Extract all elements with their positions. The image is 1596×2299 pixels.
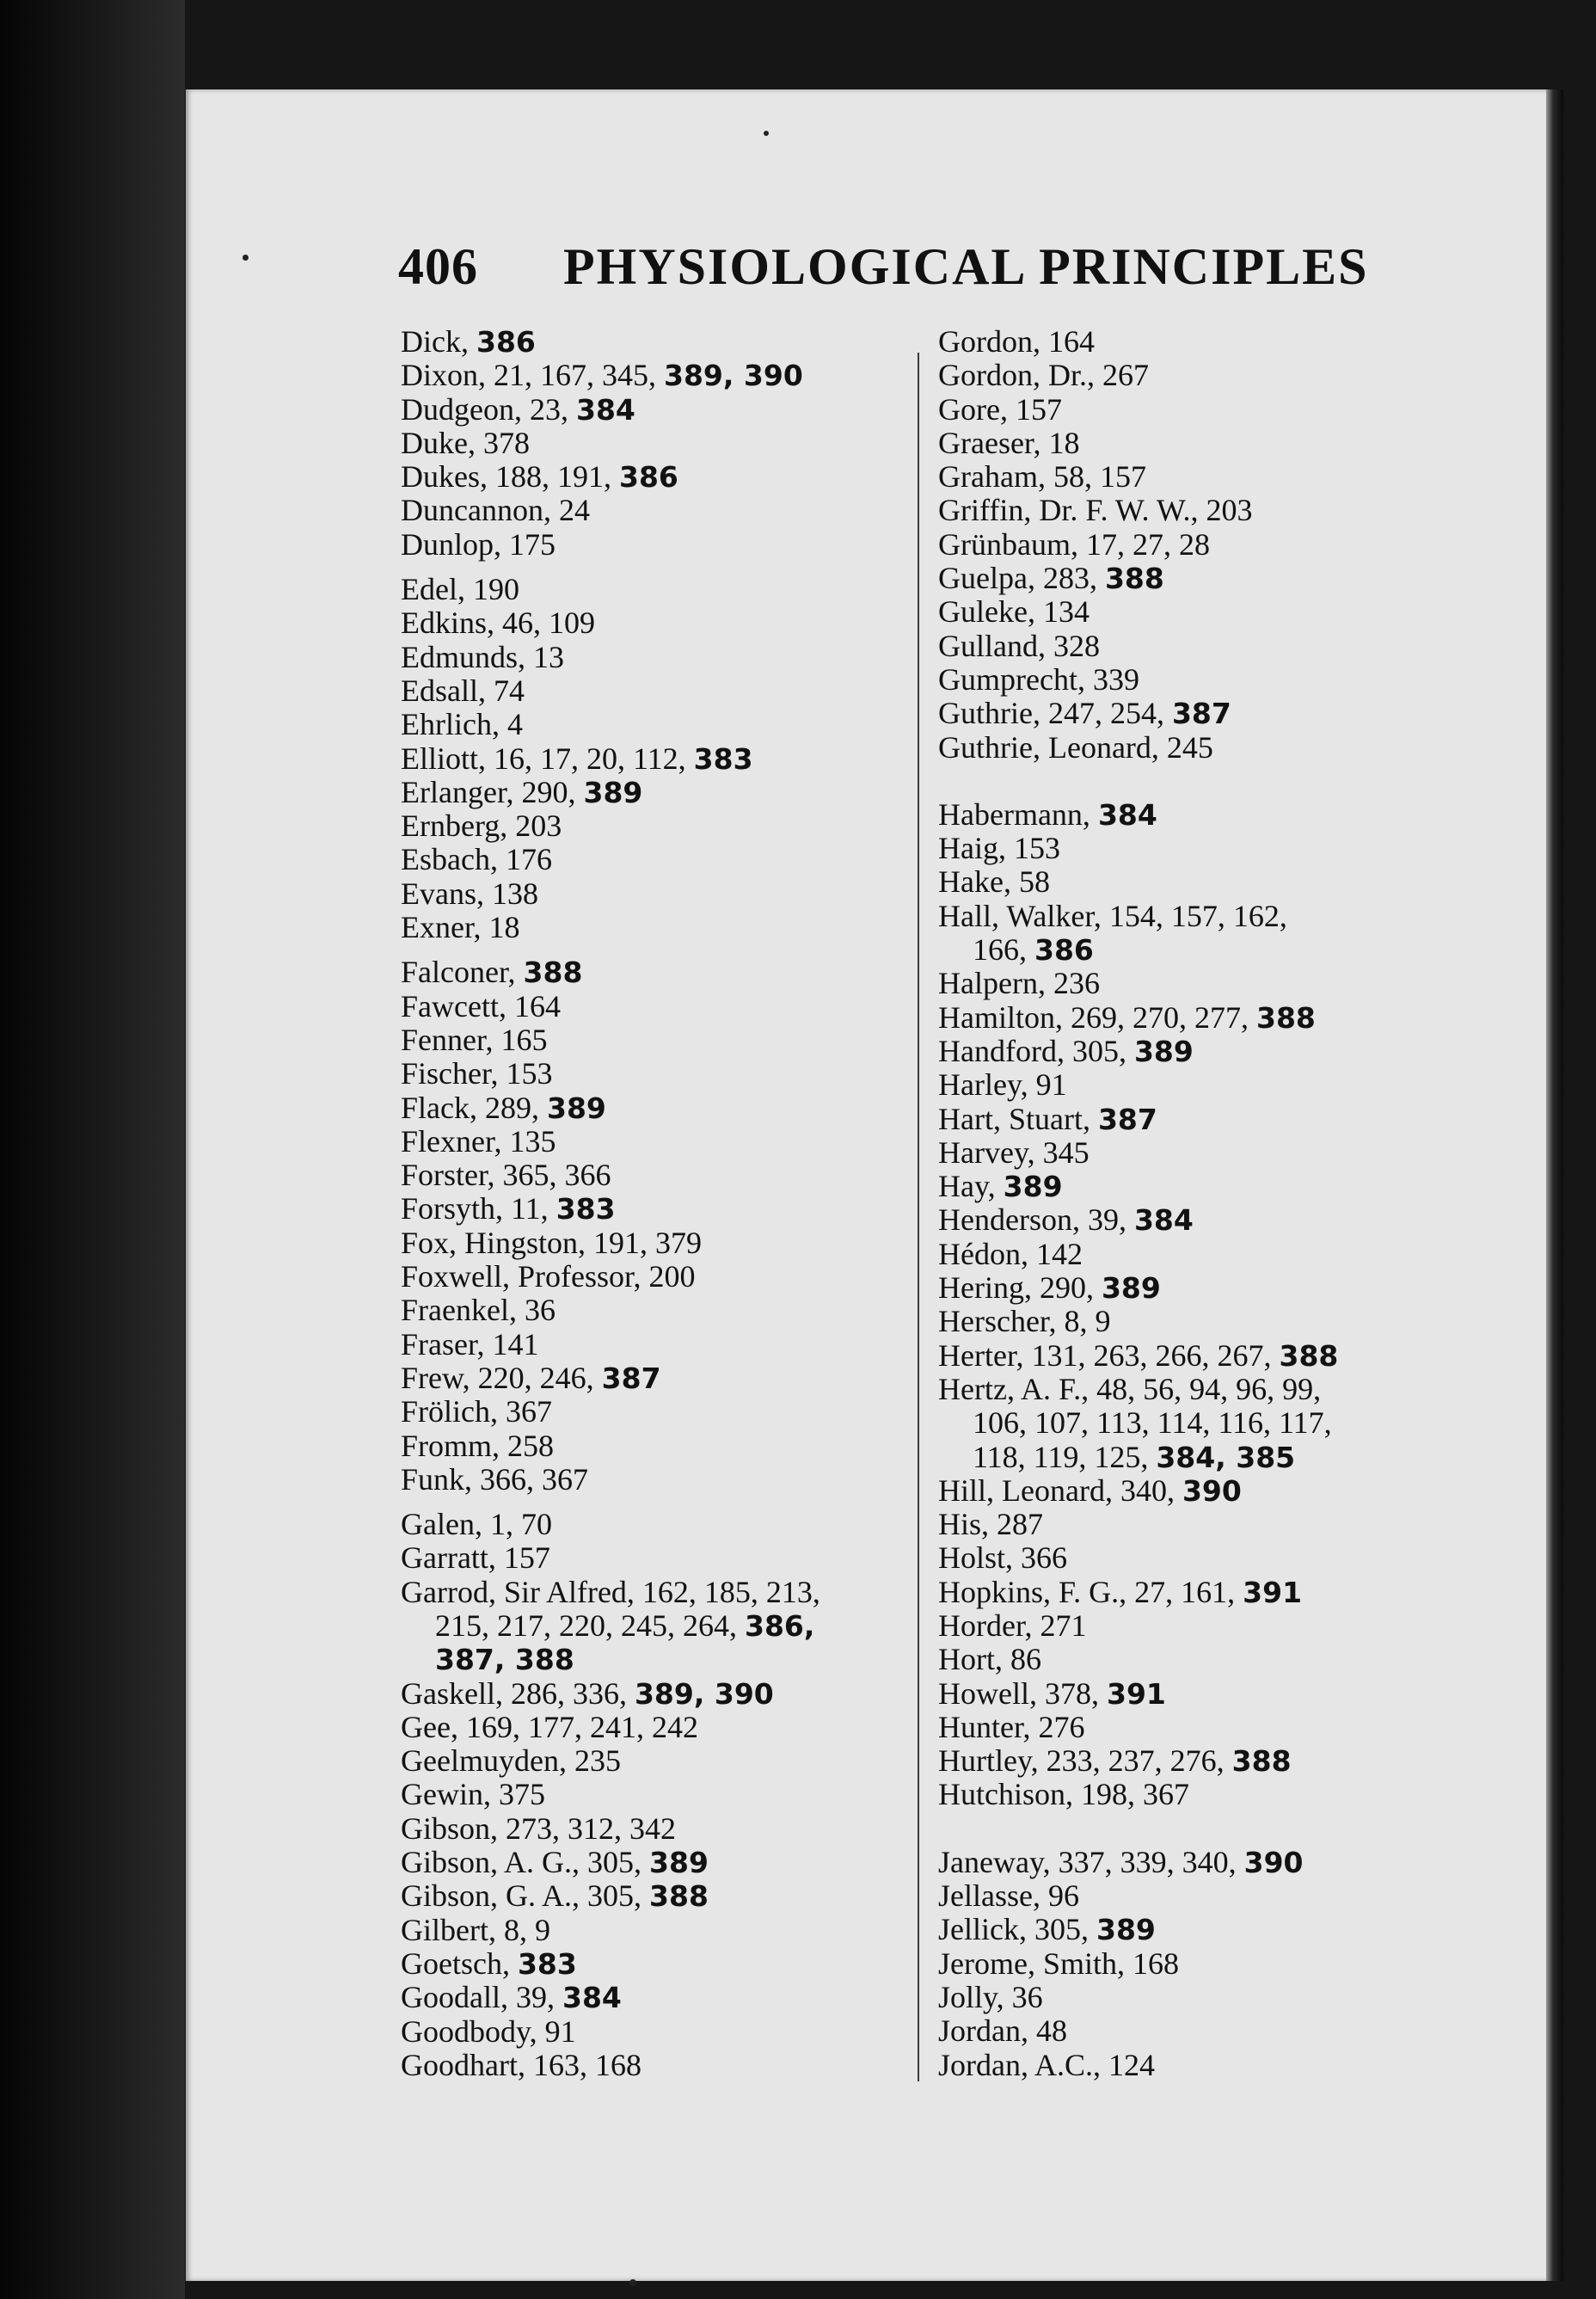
index-entry xyxy=(938,359,1454,392)
index-entry-text: Gilbert, 8, 9 xyxy=(401,1912,550,1947)
index-entry-text: Gulland, 328 xyxy=(938,628,1100,663)
index-entry-text: Harvey, 345 xyxy=(938,1134,1090,1170)
index-entry xyxy=(938,1035,1454,1068)
index-entry xyxy=(401,1260,899,1294)
index-entry xyxy=(938,967,1454,1000)
index-entry-text: Hunter, 276 xyxy=(938,1709,1085,1744)
index-entry xyxy=(938,1609,1454,1643)
index-entry-bold-page: 386 xyxy=(619,460,678,495)
index-entry xyxy=(938,2049,1454,2082)
index-entry-bold-page: 391 xyxy=(1106,1676,1166,1711)
index-entry xyxy=(401,528,899,562)
index-entry xyxy=(401,1812,899,1846)
index-entry-bold-page: 389 xyxy=(1133,1034,1194,1068)
index-entry-text: Gewin, 375 xyxy=(401,1777,545,1812)
index-entry-text: Hutchison, 198, 367 xyxy=(938,1777,1189,1812)
scan-right-edge xyxy=(1546,89,1563,2281)
index-entry-text: 215, 217, 220, 245, 264, xyxy=(435,1607,745,1643)
index-entry-text: Frölich, 367 xyxy=(401,1394,552,1429)
index-entry xyxy=(938,1508,1454,1541)
index-entry-bold-page: 389 xyxy=(649,1846,709,1880)
index-entry-text: Guleke, 134 xyxy=(938,594,1090,630)
index-entry-text: Edsall, 74 xyxy=(401,673,525,708)
index-entry-bold-page: 384 xyxy=(1097,797,1157,832)
column-divider xyxy=(918,353,919,2081)
index-entry-bold-page: 388 xyxy=(649,1879,709,1914)
index-entry-text: Goetsch, xyxy=(401,1946,518,1981)
index-entry-bold-page: 389 xyxy=(1096,1913,1156,1947)
index-entry xyxy=(401,708,899,741)
index-entry-text: Flack, 289, xyxy=(401,1090,547,1125)
index-entry xyxy=(401,1846,899,1879)
index-entry-text: Habermann, xyxy=(938,796,1098,832)
index-entry-bold-page: 390 xyxy=(1243,1845,1304,1879)
index-entry xyxy=(938,460,1454,494)
index-entry xyxy=(401,1643,899,1676)
index-entry xyxy=(938,663,1454,697)
index-entry-text: Goodbody, 91 xyxy=(401,2013,576,2049)
index-entry-bold-page: 383 xyxy=(517,1946,577,1981)
index-entry xyxy=(401,956,899,989)
index-entry-text: Dick, xyxy=(401,324,476,359)
index-entry-text: Evans, 138 xyxy=(401,876,538,911)
index-entry xyxy=(938,1846,1454,1879)
index-entry-bold-page: 384, 385 xyxy=(1156,1440,1296,1474)
index-entry-text: Hédon, 142 xyxy=(938,1236,1083,1271)
index-entry-text: Hopkins, F. G., 27, 161, xyxy=(938,1574,1243,1609)
index-entry-text: Duncannon, 24 xyxy=(401,493,590,528)
index-entry-text: Janeway, 337, 339, 340, xyxy=(938,1844,1244,1879)
index-entry-text: Dixon, 21, 167, 345, xyxy=(401,358,664,393)
index-entry xyxy=(401,1395,899,1429)
index-entry xyxy=(938,1170,1454,1203)
index-entry xyxy=(938,697,1454,730)
index-entry-text: Gordon, Dr., 267 xyxy=(938,358,1149,393)
index-entry-bold-page: 389 xyxy=(546,1091,606,1125)
index-entry xyxy=(401,1508,899,1541)
index-entry-text: Hurtley, 233, 237, 276, xyxy=(938,1743,1232,1779)
index-entry xyxy=(401,606,899,640)
index-entry xyxy=(401,1226,899,1260)
index-entry-text: Hake, 58 xyxy=(938,864,1050,900)
index-entry-text: Hamilton, 269, 270, 277, xyxy=(938,999,1256,1035)
index-entry-text: Graham, 58, 157 xyxy=(938,459,1146,495)
index-entry xyxy=(401,776,899,809)
index-entry-text: Falconer, xyxy=(401,955,524,990)
index-entry-text: Harley, 91 xyxy=(938,1067,1067,1103)
index-entry-bold-page: 389 xyxy=(583,775,643,809)
index-entry xyxy=(401,911,899,944)
index-entry-bold-page: 389 xyxy=(1101,1271,1161,1306)
index-entry xyxy=(401,573,899,606)
index-entry xyxy=(938,1068,1454,1102)
index-entry-text: Halpern, 236 xyxy=(938,966,1100,1001)
index-entry-text: Galen, 1, 70 xyxy=(401,1507,552,1542)
index-entry-text: Jerome, Smith, 168 xyxy=(938,1946,1179,1981)
index-entry xyxy=(938,1541,1454,1575)
index-entry-text: Jellick, 305, xyxy=(938,1912,1096,1947)
index-entry xyxy=(401,1091,899,1125)
index-entry-bold-page: 384 xyxy=(575,392,635,427)
index-entry xyxy=(401,1947,899,1981)
index-entry xyxy=(401,1057,899,1091)
index-entry-text: Esbach, 176 xyxy=(401,842,552,877)
index-entry xyxy=(938,900,1454,933)
index-entry-bold-page: 388 xyxy=(1255,1000,1316,1035)
index-entry xyxy=(938,1576,1454,1609)
index-entry-text: Hall, Walker, 154, 157, 162, xyxy=(938,898,1287,933)
index-entry xyxy=(938,1879,1454,1913)
index-entry xyxy=(401,393,899,427)
index-entry-text: Hertz, A. F., 48, 56, 94, 96, 99, xyxy=(938,1371,1322,1406)
index-entry-text: 106, 107, 113, 114, 116, 117, xyxy=(973,1405,1332,1441)
index-entry-text: Exner, 18 xyxy=(401,910,520,945)
index-entry-text: Gumprecht, 339 xyxy=(938,661,1139,697)
index-entry xyxy=(401,494,899,527)
index-entry-bold-page: 388 xyxy=(523,956,583,990)
index-entry xyxy=(401,843,899,876)
index-entry-bold-page: 386 xyxy=(1034,933,1094,968)
index-entry-bold-page: 388 xyxy=(1279,1338,1339,1373)
running-title: PHYSIOLOGICAL PRINCIPLES xyxy=(563,238,1369,295)
index-entry xyxy=(938,865,1454,899)
index-entry xyxy=(938,562,1454,595)
page-number: 406 xyxy=(398,238,478,295)
index-entry xyxy=(938,933,1454,967)
index-entry xyxy=(401,641,899,674)
index-entry xyxy=(938,393,1454,427)
index-entry xyxy=(401,325,899,359)
index-entry xyxy=(938,1913,1454,1946)
index-entry xyxy=(401,1125,899,1159)
index-entry-text: Hay, xyxy=(938,1169,1004,1204)
index-entry xyxy=(938,1643,1454,1676)
index-entry-text: Flexner, 135 xyxy=(401,1123,556,1159)
index-entry-text: Fraser, 141 xyxy=(401,1326,539,1362)
index-entry-bold-page: 388 xyxy=(1231,1744,1292,1779)
scan-left-edge xyxy=(0,0,185,2299)
index-entry xyxy=(938,2014,1454,2048)
index-entry xyxy=(938,595,1454,629)
index-entry xyxy=(938,1406,1454,1440)
index-entry-text: Graeser, 18 xyxy=(938,425,1080,460)
index-entry-text: Hill, Leonard, 340, xyxy=(938,1472,1182,1508)
index-entry-text: Erlanger, 290, xyxy=(401,774,584,809)
index-entry-bold-page: 387 xyxy=(601,1361,661,1395)
index-entry-text: Howell, 378, xyxy=(938,1675,1107,1711)
index-entry xyxy=(938,1981,1454,2014)
index-entry-bold-page: 386, xyxy=(745,1608,815,1643)
index-entry xyxy=(938,1711,1454,1744)
index-entry xyxy=(938,1238,1454,1271)
index-entry-text: Ernberg, 203 xyxy=(401,808,562,844)
index-entry-text: Jordan, 48 xyxy=(938,2013,1067,2049)
index-entry-text: Herter, 131, 263, 266, 267, xyxy=(938,1337,1280,1373)
index-entry-bold-page: 389, 390 xyxy=(664,359,803,393)
index-entry-text: Jolly, 36 xyxy=(938,1979,1043,2014)
index-entry xyxy=(401,1541,899,1575)
index-entry-text: Gibson, 273, 312, 342 xyxy=(401,1810,677,1846)
index-entry-text: Guthrie, 247, 254, xyxy=(938,696,1172,731)
index-entry-bold-page: 384 xyxy=(1133,1203,1194,1238)
index-entry-text: 118, 119, 125, xyxy=(973,1439,1157,1474)
index-entry xyxy=(938,731,1454,765)
index-entry xyxy=(401,1744,899,1778)
index-entry xyxy=(938,832,1454,865)
index-entry-bold-page: 388 xyxy=(1104,562,1164,596)
index-entry xyxy=(401,742,899,776)
index-entry xyxy=(401,427,899,460)
index-entry xyxy=(938,1778,1454,1811)
index-entry xyxy=(938,1947,1454,1981)
index-entry xyxy=(938,528,1454,562)
index-entry xyxy=(938,1305,1454,1338)
index-entry xyxy=(401,1362,899,1395)
index-entry xyxy=(401,1192,899,1226)
index-entry-text: Henderson, 39, xyxy=(938,1202,1134,1238)
index-entry xyxy=(938,1373,1454,1406)
index-entry xyxy=(401,460,899,494)
index-entry xyxy=(401,1023,899,1057)
index-entry xyxy=(938,630,1454,663)
index-entry-text: Holst, 366 xyxy=(938,1540,1068,1576)
index-entry xyxy=(938,427,1454,460)
index-entry-text: Fischer, 153 xyxy=(401,1056,553,1091)
index-entry xyxy=(401,674,899,708)
index-entry-text: Jellasse, 96 xyxy=(938,1878,1079,1914)
index-entry-bold-page: 389 xyxy=(1003,1170,1063,1204)
index-entry xyxy=(938,325,1454,359)
index-entry-bold-page: 387, 388 xyxy=(435,1643,574,1677)
index-entry-text: Fromm, 258 xyxy=(401,1428,555,1463)
index-entry xyxy=(401,1711,899,1744)
index-entry-text: Horder, 271 xyxy=(938,1607,1087,1643)
scan-speck xyxy=(242,255,249,261)
index-entry-text: Haig, 153 xyxy=(938,831,1060,866)
index-entry-text: Dukes, 188, 191, xyxy=(401,459,619,495)
index-entry-text: Forster, 365, 366 xyxy=(401,1158,611,1193)
index-column-right xyxy=(938,325,1454,2082)
index-entry-text: Garrod, Sir Alfred, 162, 185, 213, xyxy=(401,1574,820,1609)
index-entry-text: Duke, 378 xyxy=(401,425,530,460)
index-entry-bold-page: 386 xyxy=(476,325,536,359)
index-entry-text: 166, xyxy=(973,932,1034,968)
index-entry-text: Hering, 290, xyxy=(938,1270,1102,1306)
index-entry-text: Hart, Stuart, xyxy=(938,1101,1098,1136)
index-entry-text: His, 287 xyxy=(938,1507,1044,1542)
index-entry xyxy=(401,877,899,911)
index-entry-text: Forsyth, 11, xyxy=(401,1191,556,1226)
index-entry-text: Frew, 220, 246, xyxy=(401,1360,602,1395)
index-entry-text: Gibson, G. A., 305, xyxy=(401,1878,650,1914)
index-entry-text: Gibson, A. G., 305, xyxy=(401,1845,650,1880)
index-entry-text: Ehrlich, 4 xyxy=(401,707,523,742)
index-entry-bold-page: 389, 390 xyxy=(634,1676,774,1711)
index-entry xyxy=(938,1203,1454,1237)
index-entry-bold-page: 387 xyxy=(1171,697,1231,731)
index-entry xyxy=(401,1328,899,1362)
index-entry-text: Edkins, 46, 109 xyxy=(401,605,596,641)
index-entry-bold-page: 384 xyxy=(562,1981,622,2015)
index-entry-text: Geelmuyden, 235 xyxy=(401,1743,621,1779)
index-entry-text: Gordon, 164 xyxy=(938,324,1095,359)
index-entry xyxy=(938,1001,1454,1035)
index-entry xyxy=(401,1879,899,1913)
index-entry xyxy=(401,1159,899,1192)
scan-speck xyxy=(629,2279,636,2286)
index-entry xyxy=(401,809,899,843)
index-entry-text: Fox, Hingston, 191, 379 xyxy=(401,1225,703,1260)
index-entry-text: Gaskell, 286, 336, xyxy=(401,1675,635,1711)
index-entry xyxy=(938,1271,1454,1305)
index-entry-bold-page: 383 xyxy=(693,741,753,776)
index-entry xyxy=(401,990,899,1023)
index-entry-text: Dunlop, 175 xyxy=(401,526,556,562)
index-entry xyxy=(938,1136,1454,1170)
page-header xyxy=(398,232,1369,301)
index-entry xyxy=(401,1609,899,1643)
index-entry xyxy=(938,1677,1454,1711)
index-entry xyxy=(401,1294,899,1327)
index-column-left xyxy=(401,325,899,2082)
index-entry xyxy=(938,798,1454,832)
index-entry xyxy=(401,1677,899,1711)
index-entry xyxy=(938,1474,1454,1508)
scan-speck xyxy=(764,131,769,136)
index-entry-text: Grünbaum, 17, 27, 28 xyxy=(938,526,1210,562)
index-entry-bold-page: 387 xyxy=(1097,1102,1157,1136)
index-entry-bold-page: 390 xyxy=(1182,1473,1242,1508)
index-entry xyxy=(938,1744,1454,1778)
index-entry-text: Guthrie, Leonard, 245 xyxy=(938,729,1213,765)
index-entry-text: Goodall, 39, xyxy=(401,1980,562,2015)
index-entry-text: Griffin, Dr. F. W. W., 203 xyxy=(938,493,1253,528)
index-entry xyxy=(401,1914,899,1947)
index-entry-text: Gee, 169, 177, 241, 242 xyxy=(401,1709,698,1744)
index-entry-text: Edmunds, 13 xyxy=(401,639,565,674)
index-entry xyxy=(938,1339,1454,1373)
index-entry xyxy=(401,1429,899,1463)
index-entry-text: Fraenkel, 36 xyxy=(401,1293,556,1328)
index-entry-text: Jordan, A.C., 124 xyxy=(938,2047,1155,2082)
index-entry-text: Edel, 190 xyxy=(401,572,519,607)
index-entry xyxy=(938,1441,1454,1474)
index-entry-text: Dudgeon, 23, xyxy=(401,391,576,427)
index-entry-text: Garratt, 157 xyxy=(401,1540,550,1576)
index-entry xyxy=(401,2015,899,2049)
index-entry-text: Goodhart, 163, 168 xyxy=(401,2047,641,2082)
index-entry-text: Fenner, 165 xyxy=(401,1022,548,1057)
index-entry xyxy=(401,1778,899,1811)
index-entry-text: Herscher, 8, 9 xyxy=(938,1304,1111,1339)
index-entry-text: Funk, 366, 367 xyxy=(401,1461,589,1497)
index-entry xyxy=(401,1576,899,1609)
index-entry xyxy=(401,2049,899,2082)
index-entry-text: Fawcett, 164 xyxy=(401,988,561,1023)
index-entry xyxy=(938,494,1454,527)
index-entry xyxy=(401,1981,899,2014)
index-entry-bold-page: 391 xyxy=(1243,1575,1303,1609)
index-entry xyxy=(938,1103,1454,1136)
index-entry-text: Gore, 157 xyxy=(938,391,1062,427)
index-entry-text: Hort, 86 xyxy=(938,1642,1041,1677)
index-entry xyxy=(401,359,899,392)
index-entry-bold-page: 383 xyxy=(556,1192,616,1226)
index-entry-text: Handford, 305, xyxy=(938,1033,1134,1068)
index-entry-text: Foxwell, Professor, 200 xyxy=(401,1259,696,1294)
index-entry-text: Guelpa, 283, xyxy=(938,561,1105,596)
index-entry xyxy=(401,1463,899,1497)
index-entry-text: Elliott, 16, 17, 20, 112, xyxy=(401,741,694,776)
